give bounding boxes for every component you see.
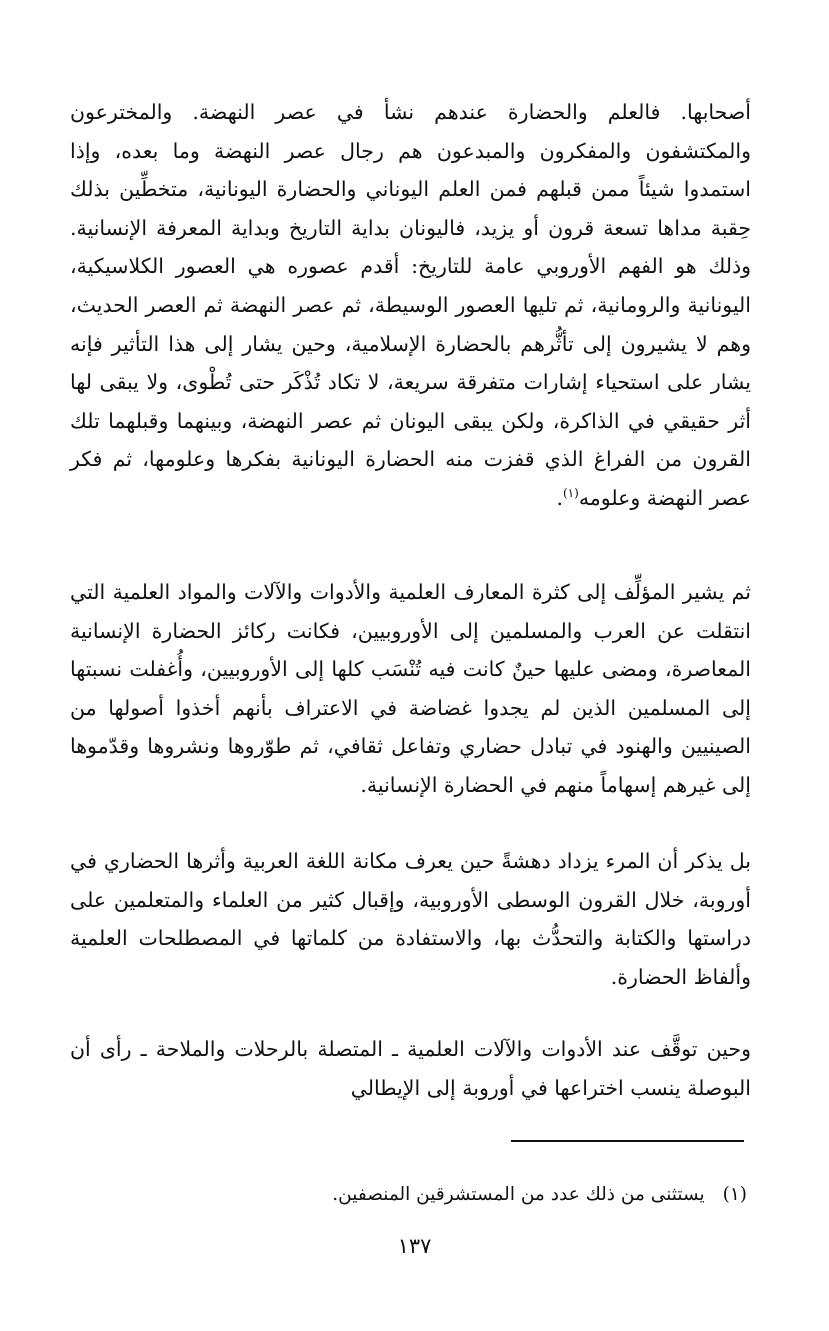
- footnote-text: يستثنى من ذلك عدد من المستشرقين المنصفين.: [332, 1184, 705, 1205]
- paragraph-1: [70, 93, 751, 518]
- paragraph-4: وحين توقَّف عند الأدوات والآلات العلمية ـ المتصلة بالرحلات والملاحة ـ رأى أن البوصلة ينسب اختراعها في أوروبة إلى الإيطالي: [70, 1037, 751, 1100]
- footnote-number: (١): [722, 1184, 747, 1205]
- paragraph-1-text: أصحابها. فالعلم والحضارة عندهم نشأ في عصر النهضة. والمخترعون والمكتشفون والمفكرون والمبدعون هم رجال عصر النهضة وما بعده، وإذا استمدوا شيئاً ممن قبلهم فمن العلم اليوناني والحضارة اليونانية، متخطِّين بذلك حِقبة مداها تسعة قرون أو يزيد، فاليونان بداية التاريخ وبداية المعرفة الإنسانية. وذلك هو الفهم الأوروبي عامة للتاريخ: أقدم عصوره هي العصور الكلاسيكية، اليونانية والرومانية، ثم تليها العصور الوسيطة، ثم عصر النهضة ثم العصر الحديث، وهم لا يشيرون إلى تأثُّرهم بالحضارة الإسلامية، وحين يشار إلى هذا التأثير فإنه يشار على استحياء إشارات متفرقة سريعة، لا تكاد تُذْكَر حتى تُطْوى، ولا يبقى لها أثر حقيقي في الذاكرة، ولكن يبقى اليونان ثم عصر النهضة، وبينهما وقبلهما تلك القرون من الفراغ الذي قفزت منه الحضارة اليونانية بفكرها وعلومها، ثم فكر عصر النهضة وعلومه: [70, 100, 751, 510]
- page-number: ١٣٧: [397, 1234, 432, 1258]
- footnote-reference: (١): [562, 486, 579, 501]
- footnote-separator: [511, 1140, 744, 1142]
- footnote: [332, 1182, 747, 1208]
- paragraph-3: بل يذكر أن المرء يزداد دهشةً حين يعرف مكانة اللغة العربية وأثرها الحضاري في أوروبة، خلال القرون الوسطى الأوروبية، وإقبال كثير من العلماء والمتعلمين على دراستها والكتابة والتحدُّث بها، والاستفادة من كلماتها في المصطلحات العلمية وألفاظ الحضارة.: [70, 849, 751, 989]
- paragraph-2: ثم يشير المؤلِّف إلى كثرة المعارف العلمية والأدوات والآلات والمواد العلمية التي انتقلت عن العرب والمسلمين إلى الأوروبيين، فكانت ركائز الحضارة الإنسانية المعاصرة، ومضى عليها حينٌ كانت فيه تُنْسَب كلها إلى الأوروبيين، وأُغفلت نسبتها إلى المسلمين الذين لم يجدوا غضاضة في الاعتراف بأنهم أخذوا أصولها من الصينيين والهنود في تبادل حضاري وتفاعل ثقافي، ثم طوّروها ونشروها وقدّموها إلى غيرهم إسهاماً منهم في الحضارة الإنسانية.: [70, 580, 751, 797]
- paragraph-1-end: .: [556, 485, 563, 510]
